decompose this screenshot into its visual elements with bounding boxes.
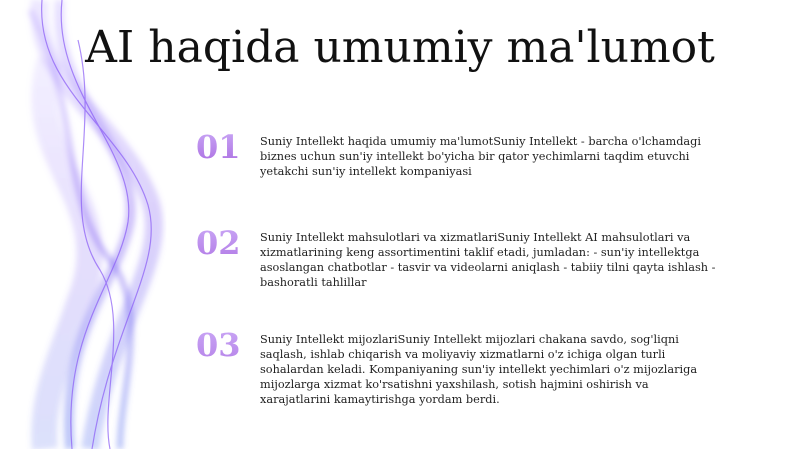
list-item [196,226,756,290]
list-item [196,328,756,407]
item-number: 02 [196,226,260,290]
list-item [196,130,756,179]
item-text: Suniy Intellekt mijozlariSuniy Intellekt mijozlari chakana savdo, sog'liqni saqlash, ishlab chiqarish va moliyaviy xizmatlarni o'z ichiga olgan turli sohalardan keladi. Kompaniyaning sun'iy intellekt yechimlari o'z mijozlariga mijozlarga xizmat ko'rsatishni yaxshilash, sotish hajmini oshirish va xarajatlarini kamaytirishga yordam berdi. [260,333,698,406]
item-text: Suniy Intellekt mahsulotlari va xizmatlariSuniy Intellekt AI mahsulotlari va xizmatlarining keng assortimentini taklif etadi, jumladan: - sun'iy intellektga asoslangan chatbotlar - tasvir va videolarni aniqlash - tabiiy tilni qayta ishlash - bashoratli tahlillar [260,231,716,289]
item-text: Suniy Intellekt haqida umumiy ma'lumotSuniy Intellekt - barcha o'lchamdagi biznes uchun sun'iy intellekt bo'yicha bir qator yechimlarni taqdim etuvchi yetakchi sun'iy intellekt kompaniyasi [260,135,702,178]
item-number: 03 [196,328,260,407]
item-number: 01 [196,130,260,179]
page-title: AI haqida umumiy ma'lumot [85,22,715,73]
